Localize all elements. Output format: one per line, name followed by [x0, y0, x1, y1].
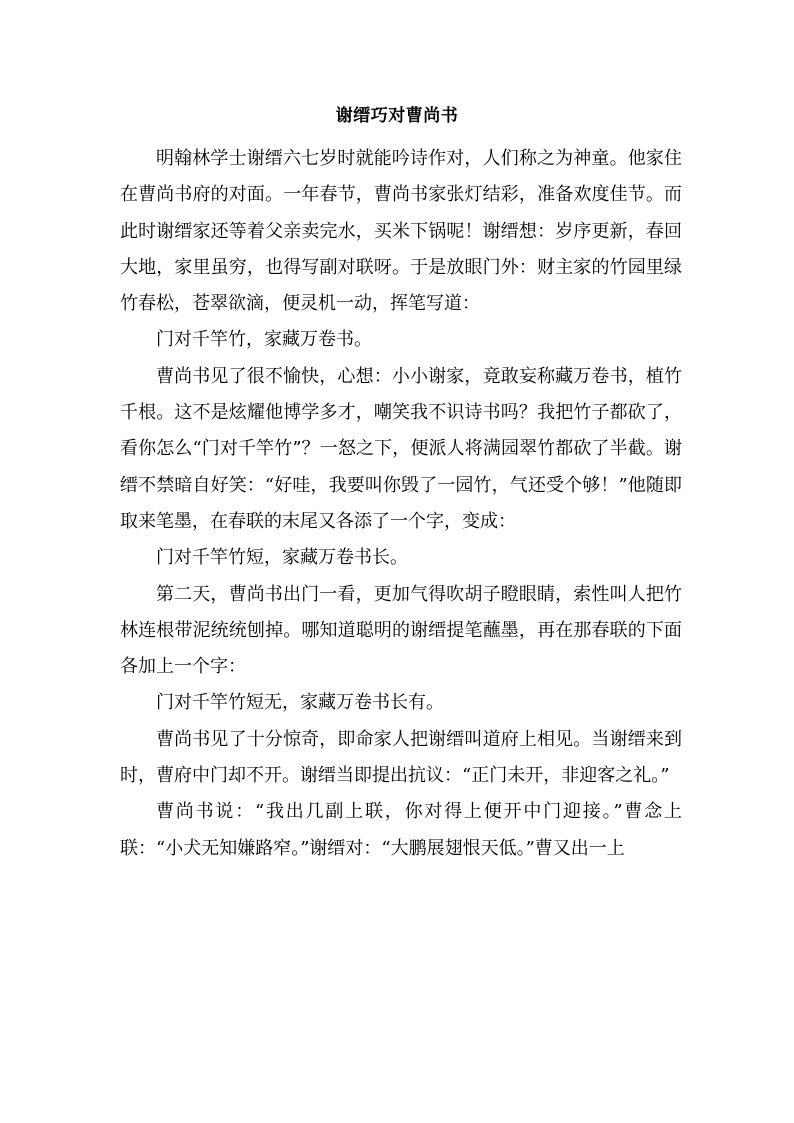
paragraph-dialogue: 曹尚书说：“我出几副上联，你对得上便开中门迎接。”曹念上联：“小犬无知嫌路窄。”谢缙对：“大鹏展翅恨天低。”曹又出一上	[120, 801, 682, 859]
couplet-original: 门对千竿竹，家藏万卷书。	[156, 329, 372, 351]
document-body	[120, 141, 682, 867]
paragraph-summon: 曹尚书见了十分惊奇，即命家人把谢缙叫道府上相见。当谢缙来到时，曹府中门却不开。谢缙当即提出抗议：“正门未开，非迎客之礼。”	[120, 728, 682, 787]
couplet-third: 门对千竿竹短无，家藏万卷书长有。	[156, 692, 444, 714]
paragraph-cao-angry: 曹尚书见了很不愉快，心想：小小谢家，竟敢妄称藏万卷书，植竹千根。这不是炫耀他博学多才，嘲笑我不识诗书吗？我把竹子都砍了，看你怎么“门对千竿竹”？一怒之下，便派人将满园翠竹都砍了半截。谢缙不禁暗自好笑：“好哇，我要叫你毁了一园竹，气还受个够！”他随即取来笔墨，在春联的末尾又各添了一个字，变成：	[120, 365, 682, 532]
paragraph-intro: 明翰林学士谢缙六七岁时就能吟诗作对，人们称之为神童。他家住在曹尚书府的对面。一年春节，曹尚书家张灯结彩，准备欢度佳节。而此时谢缙家还等着父亲卖完水，买米下锅呢！谢缙想：岁序更新，春回大地，家里虽穷，也得写副对联呀。于是放眼门外：财主家的竹园里绿竹春松，苍翠欲滴，便灵机一动，挥笔写道：	[120, 148, 682, 315]
paragraph-next-day: 第二天，曹尚书出门一看，更加气得吹胡子瞪眼睛，索性叫人把竹林连根带泥统统刨掉。哪知道聪明的谢缙提笔蘸墨，再在那春联的下面各加上一个字：	[120, 583, 682, 678]
document-title: 谢缙巧对曹尚书	[335, 106, 459, 126]
couplet-second: 门对千竿竹短，家藏万卷书长。	[156, 547, 408, 569]
